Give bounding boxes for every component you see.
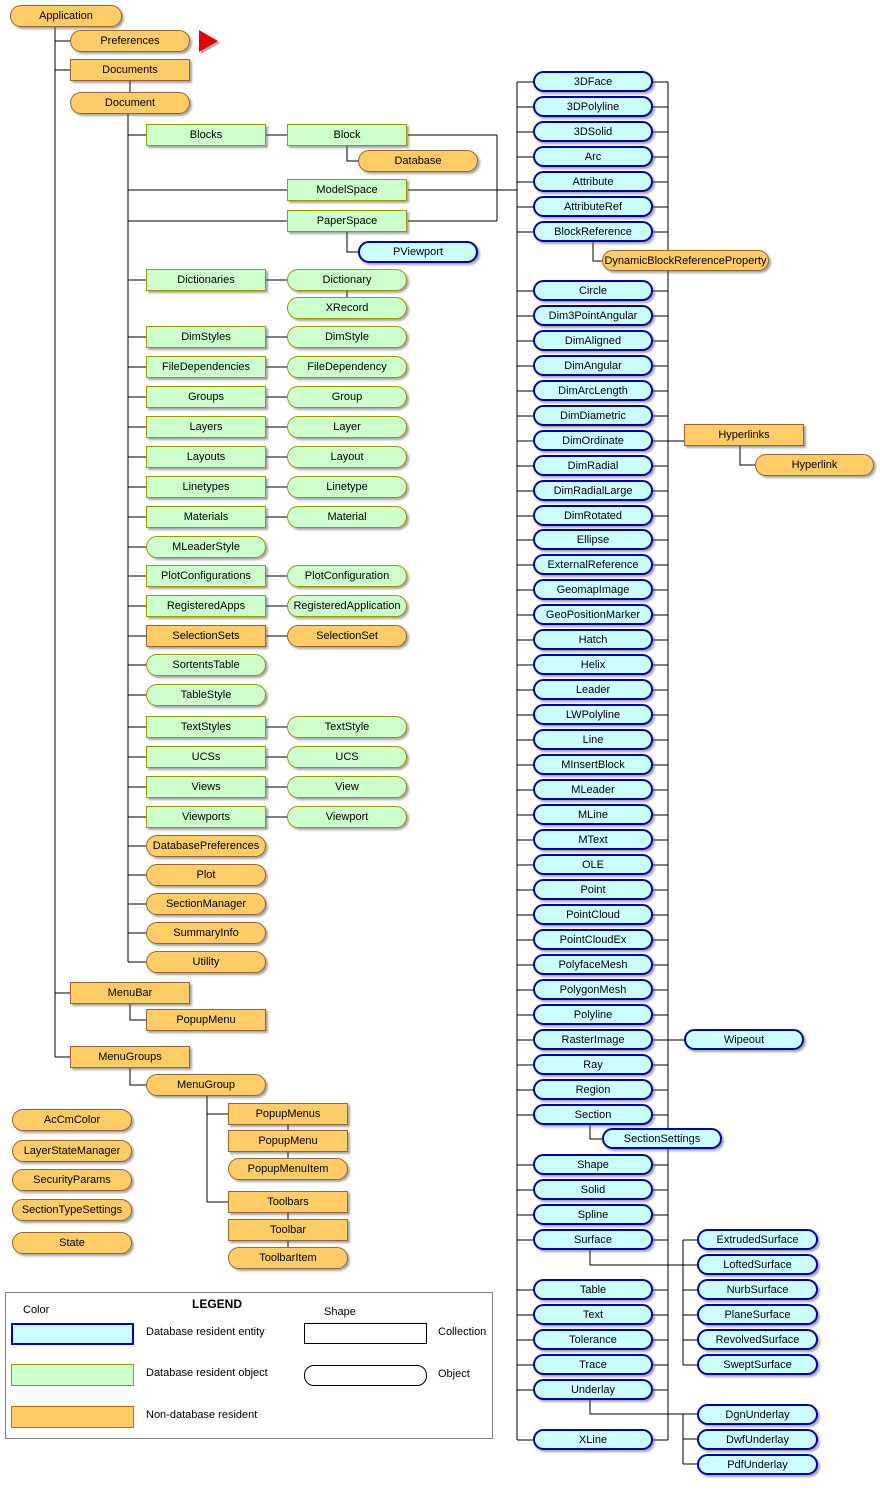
node-menugroup[interactable]: MenuGroup (146, 1074, 266, 1096)
node-trace[interactable]: Trace (533, 1354, 653, 1375)
node-polyfacemesh[interactable]: PolyfaceMesh (533, 954, 653, 975)
node-layers[interactable]: Layers (146, 416, 266, 438)
node-layouts[interactable]: Layouts (146, 446, 266, 468)
node-sectiontypesettings[interactable]: SectionTypeSettings (12, 1199, 132, 1221)
node-minsertblock[interactable]: MInsertBlock (533, 754, 653, 775)
legend-swatch-object (11, 1364, 134, 1386)
node-document[interactable]: Document (70, 92, 190, 114)
node-ray[interactable]: Ray (533, 1054, 653, 1075)
node-hyperlinks[interactable]: Hyperlinks (684, 424, 804, 446)
connector (347, 146, 358, 161)
node-underlay[interactable]: Underlay (533, 1379, 653, 1400)
node-textstyles[interactable]: TextStyles (146, 716, 266, 738)
node-dimangular[interactable]: DimAngular (533, 355, 653, 376)
node-filedependencies[interactable]: FileDependencies (146, 356, 266, 378)
node-modelspace[interactable]: ModelSpace (287, 179, 407, 201)
node-externalreference[interactable]: ExternalReference (533, 554, 653, 575)
node-popupmenu[interactable]: PopupMenu (146, 1009, 266, 1031)
node-pdfunderlay[interactable]: PdfUnderlay (697, 1454, 818, 1475)
node-dimdiametric[interactable]: DimDiametric (533, 405, 653, 426)
legend-shape-heading: Shape (324, 1306, 356, 1318)
node-section[interactable]: Section (533, 1104, 653, 1125)
node-attributeref[interactable]: AttributeRef (533, 196, 653, 217)
node-nurbsurface[interactable]: NurbSurface (697, 1279, 818, 1300)
connector (347, 232, 358, 252)
node-ole[interactable]: OLE (533, 854, 653, 875)
node-spline[interactable]: Spline (533, 1204, 653, 1225)
node-xrecord[interactable]: XRecord (287, 297, 407, 319)
node-block[interactable]: Block (287, 124, 407, 146)
node-pviewport[interactable]: PViewport (358, 241, 478, 263)
legend-color-heading: Color (23, 1304, 50, 1316)
node-layerstatemanager[interactable]: LayerStateManager (12, 1140, 132, 1162)
node-mline[interactable]: MLine (533, 804, 653, 825)
node-dimordinate[interactable]: DimOrdinate (533, 430, 653, 451)
node-extrudedsurface[interactable]: ExtrudedSurface (697, 1229, 818, 1250)
legend-label-collection: Collection (438, 1326, 487, 1338)
legend-label-object-shape: Object (438, 1368, 470, 1380)
node-helix[interactable]: Helix (533, 654, 653, 675)
node-solid[interactable]: Solid (533, 1179, 653, 1200)
connector (740, 446, 755, 465)
node-3dface[interactable]: 3DFace (533, 71, 653, 92)
node-dimarclength[interactable]: DimArcLength (533, 380, 653, 401)
node-toolbaritem[interactable]: ToolbarItem (228, 1247, 348, 1269)
node-surface[interactable]: Surface (533, 1229, 653, 1250)
node-3dsolid[interactable]: 3DSolid (533, 121, 653, 142)
node-circle[interactable]: Circle (533, 280, 653, 301)
node-tolerance[interactable]: Tolerance (533, 1329, 653, 1350)
node-loftedsurface[interactable]: LoftedSurface (697, 1254, 818, 1275)
legend-swatch-entity (11, 1323, 134, 1345)
node-mleaderstyle[interactable]: MLeaderStyle (146, 536, 266, 558)
node-dimrotated[interactable]: DimRotated (533, 505, 653, 526)
node-shape[interactable]: Shape (533, 1154, 653, 1175)
legend (5, 1292, 493, 1439)
connector (590, 1250, 697, 1265)
node-arc[interactable]: Arc (533, 146, 653, 167)
node-attribute[interactable]: Attribute (533, 171, 653, 192)
node-dim3pointangular[interactable]: Dim3PointAngular (533, 305, 653, 326)
node-menugroups[interactable]: MenuGroups (70, 1046, 190, 1068)
node-menubar[interactable]: MenuBar (70, 982, 190, 1004)
node-plotconfigurations[interactable]: PlotConfigurations (146, 565, 266, 587)
legend-label-entity: Database resident entity (146, 1326, 265, 1338)
node-planesurface[interactable]: PlaneSurface (697, 1304, 818, 1325)
node-dictionaries[interactable]: Dictionaries (146, 269, 266, 291)
legend-swatch-nondb (11, 1406, 134, 1428)
node-utility[interactable]: Utility (146, 951, 266, 973)
node-plotconfiguration[interactable]: PlotConfiguration (287, 565, 407, 587)
node-summaryinfo[interactable]: SummaryInfo (146, 922, 266, 944)
node-preferences[interactable]: Preferences (70, 30, 190, 52)
node-layer[interactable]: Layer (287, 416, 407, 438)
node-securityparams[interactable]: SecurityParams (12, 1169, 132, 1191)
node-ucss[interactable]: UCSs (146, 746, 266, 768)
node-xline[interactable]: XLine (533, 1429, 653, 1450)
node-dimradial[interactable]: DimRadial (533, 455, 653, 476)
node-popupmenuitem[interactable]: PopupMenuItem (228, 1158, 348, 1180)
node-selectionset[interactable]: SelectionSet (287, 625, 407, 647)
node-paperspace[interactable]: PaperSpace (287, 210, 407, 232)
node-state[interactable]: State (12, 1232, 132, 1254)
node-blockreference[interactable]: BlockReference (533, 221, 653, 242)
red-arrow-icon (199, 30, 218, 52)
node-groups[interactable]: Groups (146, 386, 266, 408)
node-dimstyle[interactable]: DimStyle (287, 326, 407, 348)
node-textstyle[interactable]: TextStyle (287, 716, 407, 738)
node-registeredapps[interactable]: RegisteredApps (146, 595, 266, 617)
node-toolbars[interactable]: Toolbars (228, 1191, 348, 1213)
node-dictionary[interactable]: Dictionary (287, 269, 407, 291)
node-views[interactable]: Views (146, 776, 266, 798)
node-leader[interactable]: Leader (533, 679, 653, 700)
node-geomapimage[interactable]: GeomapImage (533, 579, 653, 600)
node-selectionsets[interactable]: SelectionSets (146, 625, 266, 647)
node-lwpolyline[interactable]: LWPolyline (533, 704, 653, 725)
node-tablestyle[interactable]: TableStyle (146, 684, 266, 706)
node-database[interactable]: Database (358, 150, 478, 172)
node-line[interactable]: Line (533, 729, 653, 750)
node-pointcloud[interactable]: PointCloud (533, 904, 653, 925)
node-wipeout[interactable]: Wipeout (684, 1029, 804, 1050)
node-dwfunderlay[interactable]: DwfUnderlay (697, 1429, 818, 1450)
node-ucs[interactable]: UCS (287, 746, 407, 768)
node-mtext[interactable]: MText (533, 829, 653, 850)
node-sweptsurface[interactable]: SweptSurface (697, 1354, 818, 1375)
connector (130, 1004, 146, 1020)
node-linetype[interactable]: Linetype (287, 476, 407, 498)
node-materials[interactable]: Materials (146, 506, 266, 528)
node-material[interactable]: Material (287, 506, 407, 528)
node-group[interactable]: Group (287, 386, 407, 408)
node-ellipse[interactable]: Ellipse (533, 529, 653, 550)
legend-shape-collection (304, 1323, 427, 1344)
legend-label-object: Database resident object (146, 1367, 268, 1379)
node-sectionsettings[interactable]: SectionSettings (602, 1128, 722, 1149)
node-point[interactable]: Point (533, 879, 653, 900)
node-mleader[interactable]: MLeader (533, 779, 653, 800)
node-dimaligned[interactable]: DimAligned (533, 330, 653, 351)
connector (130, 1068, 146, 1085)
node-viewports[interactable]: Viewports (146, 806, 266, 828)
node-pointcloudex[interactable]: PointCloudEx (533, 929, 653, 950)
node-registeredapplication[interactable]: RegisteredApplication (287, 595, 407, 617)
legend-title: LEGEND (191, 1297, 242, 1311)
node-viewport[interactable]: Viewport (287, 806, 407, 828)
node-application[interactable]: Application (10, 5, 122, 27)
node-hatch[interactable]: Hatch (533, 629, 653, 650)
node-filedependency[interactable]: FileDependency (287, 356, 407, 378)
node-blocks[interactable]: Blocks (146, 124, 266, 146)
node-layout[interactable]: Layout (287, 446, 407, 468)
node-toolbar[interactable]: Toolbar (228, 1219, 348, 1241)
node-text[interactable]: Text (533, 1304, 653, 1325)
node-dimstyles[interactable]: DimStyles (146, 326, 266, 348)
node-sortentstable[interactable]: SortentsTable (146, 654, 266, 676)
node-polyline[interactable]: Polyline (533, 1004, 653, 1025)
connector (590, 1125, 602, 1139)
node-documents[interactable]: Documents (70, 59, 190, 81)
node-hyperlink[interactable]: Hyperlink (755, 454, 874, 476)
node-databasepreferences[interactable]: DatabasePreferences (146, 835, 266, 857)
node-accmcolor[interactable]: AcCmColor (12, 1109, 132, 1131)
connector (593, 242, 602, 261)
node-geopositionmarker[interactable]: GeoPositionMarker (533, 604, 653, 625)
node-linetypes[interactable]: Linetypes (146, 476, 266, 498)
legend-shape-object (304, 1365, 427, 1386)
node-sectionmanager[interactable]: SectionManager (146, 893, 266, 915)
node-view[interactable]: View (287, 776, 407, 798)
node-plot[interactable]: Plot (146, 864, 266, 886)
node-revolvedsurface[interactable]: RevolvedSurface (697, 1329, 818, 1350)
node-table[interactable]: Table (533, 1279, 653, 1300)
node-dimradiallarge[interactable]: DimRadialLarge (533, 480, 653, 501)
node-dynamicblockreferenceproperty[interactable]: DynamicBlockReferenceProperty (602, 250, 769, 271)
connector (590, 1400, 697, 1414)
node-3dpolyline[interactable]: 3DPolyline (533, 96, 653, 117)
node-dgnunderlay[interactable]: DgnUnderlay (697, 1404, 818, 1425)
legend-label-nondb: Non-database resident (146, 1409, 258, 1421)
node-region[interactable]: Region (533, 1079, 653, 1100)
node-polygonmesh[interactable]: PolygonMesh (533, 979, 653, 1000)
node-popupmenu-2[interactable]: PopupMenu (228, 1130, 348, 1152)
node-popupmenus[interactable]: PopupMenus (228, 1103, 348, 1125)
node-rasterimage[interactable]: RasterImage (533, 1029, 653, 1050)
